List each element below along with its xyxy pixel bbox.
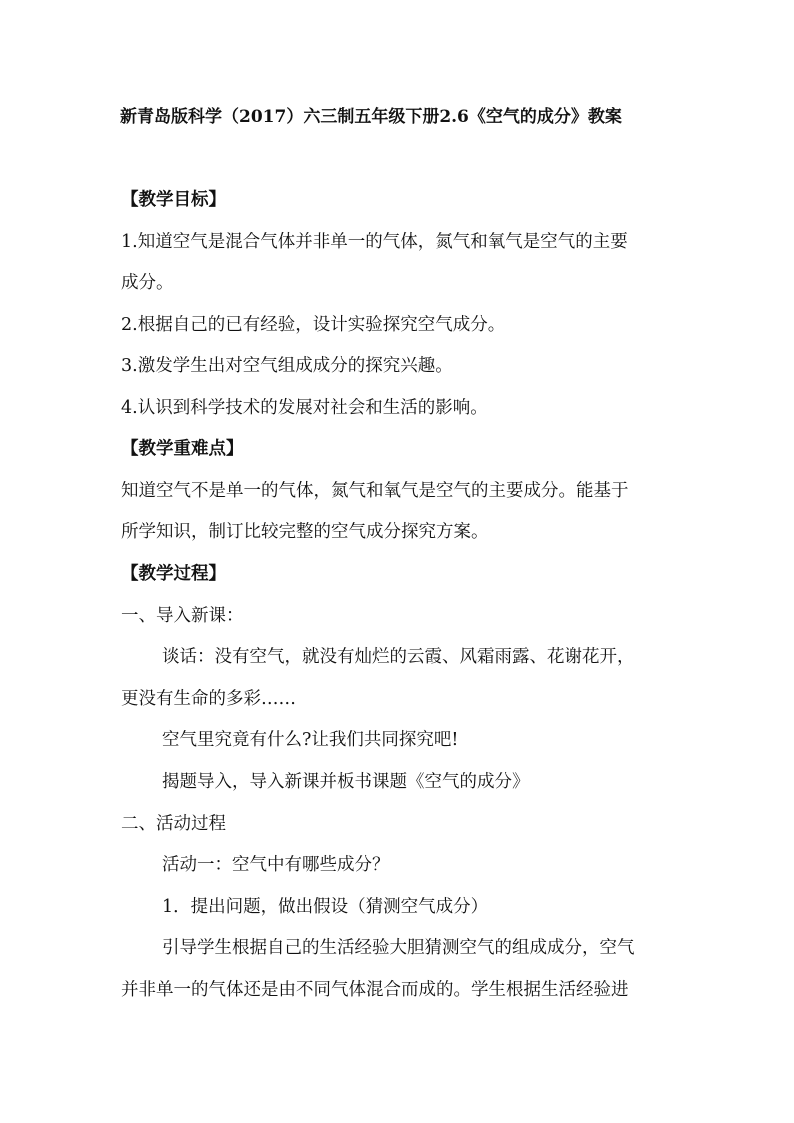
objective-item-4: 4.认识到科学技术的发展对社会和生活的影响。 (121, 398, 488, 418)
process-paragraph: 空气里究竟有什么?让我们共同探究吧! (162, 730, 459, 750)
process-part-1: 一、导入新课： (121, 606, 244, 626)
key-points-line-1: 知道空气不是单一的气体，氮气和氧气是空气的主要成分。能基于 (121, 481, 629, 501)
process-paragraph: 引导学生根据自己的生活经验大胆猜测空气的组成成分，空气 (162, 938, 635, 958)
process-paragraph-cont: 并非单一的气体还是由不同气体混合而成的。学生根据生活经验进 (121, 980, 629, 1000)
objective-item-1-cont: 成分。 (121, 273, 174, 293)
activity-step: 1．提出问题，做出假设（猜测空气成分） (162, 897, 489, 917)
document-title: 新青岛版科学（2017）六三制五年级下册2.6《空气的成分》教案 (120, 107, 622, 127)
objective-item-1: 1.知道空气是混合气体并非单一的气体，氮气和氧气是空气的主要 (121, 232, 628, 252)
objective-item-2: 2.根据自己的已有经验，设计实验探究空气成分。 (121, 315, 506, 335)
objective-item-3: 3.激发学生出对空气组成成分的探究兴趣。 (121, 356, 453, 376)
process-paragraph-cont: 更没有生命的多彩…… (121, 689, 296, 709)
process-paragraph: 揭题导入，导入新课并板书课题《空气的成分》 (162, 772, 530, 792)
process-heading: 【教学过程】 (121, 564, 226, 584)
process-paragraph: 谈话：没有空气，就没有灿烂的云霞、风霜雨露、花谢花开， (162, 647, 635, 667)
key-points-line-2: 所学知识，制订比较完整的空气成分探究方案。 (121, 522, 489, 542)
objectives-heading: 【教学目标】 (121, 190, 226, 210)
activity-heading: 活动一：空气中有哪些成分？ (162, 855, 390, 875)
key-points-heading: 【教学重难点】 (121, 439, 244, 459)
process-part-2: 二、活动过程 (121, 814, 226, 834)
